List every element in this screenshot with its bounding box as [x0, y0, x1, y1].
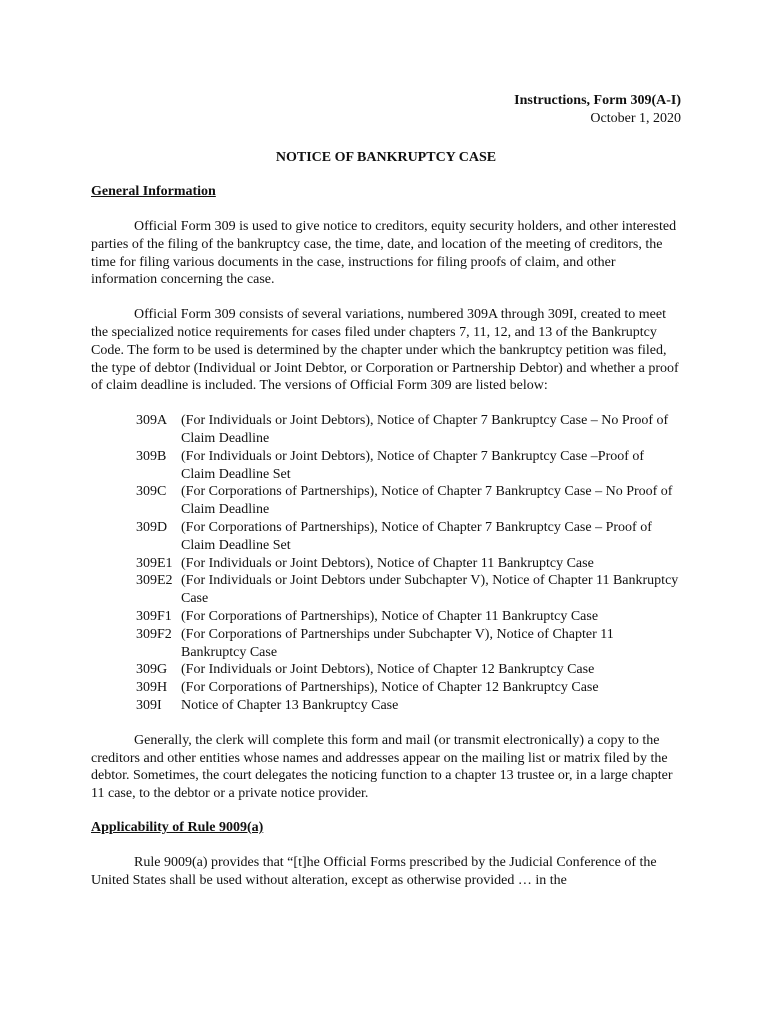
header-title: Instructions, Form 309(A-I): [514, 93, 681, 108]
list-item: [136, 412, 681, 448]
form-code: 309A: [136, 413, 168, 429]
form-code: 309D: [136, 519, 168, 535]
list-item: [136, 483, 681, 519]
list-item: [136, 697, 681, 715]
form-description: (For Individuals or Joint Debtors), Notice of Chapter 12 Bankruptcy Case: [181, 662, 595, 678]
document-page: [91, 92, 681, 890]
form-description: (For Individuals or Joint Debtors), Notice of Chapter 7 Bankruptcy Case – No Proof of Claim Deadline: [181, 413, 669, 446]
list-item: [136, 661, 681, 679]
form-code: 309I: [136, 697, 162, 713]
paragraph-clerk-mailing: Generally, the clerk will complete this form and mail (or transmit electronically) a copy to the creditors and other entities whose names and addresses appear on the mailing list or matrix filed by the debtor. Sometimes, the court delegates the noticing function to a chapter 13 trustee or, in a large chapter 11 case, to the debtor or a private notice provider.: [91, 732, 673, 802]
form-code: 309H: [136, 680, 168, 696]
list-item: [136, 448, 681, 484]
form-description: (For Individuals or Joint Debtors under Subchapter V), Notice of Chapter 11 Bankruptcy Case: [181, 573, 679, 607]
document-title: NOTICE OF BANKRUPTCY CASE: [275, 150, 497, 165]
form-description: Notice of Chapter 13 Bankruptcy Case: [181, 697, 399, 713]
form-description: (For Corporations of Partnerships), Notice of Chapter 12 Bankruptcy Case: [181, 680, 599, 696]
section-heading-rule-9009a: Applicability of Rule 9009(a): [91, 819, 264, 835]
list-item: [136, 608, 681, 626]
form-code: 309E2: [136, 573, 173, 589]
section-heading-general-information: General Information: [91, 184, 216, 199]
form-code: 309F1: [136, 608, 172, 624]
form-code: 309B: [136, 448, 167, 464]
form-code: 309F2: [136, 626, 172, 642]
form-description: (For Corporations of Partnerships under Subchapter V), Notice of Chapter 11 Bankruptcy Case: [181, 626, 614, 660]
form-description: (For Individuals or Joint Debtors), Notice of Chapter 7 Bankruptcy Case –Proof of Claim Deadline Set: [181, 448, 645, 482]
form-description: (For Corporations of Partnerships), Notice of Chapter 7 Bankruptcy Case – No Proof of Claim Deadline: [181, 484, 673, 518]
form-description: (For Corporations of Partnerships), Notice of Chapter 7 Bankruptcy Case – Proof of Claim Deadline Set: [181, 519, 652, 553]
document-header: [91, 92, 681, 128]
list-item: [136, 555, 681, 573]
form-description: (For Corporations of Partnerships), Notice of Chapter 11 Bankruptcy Case: [181, 608, 599, 624]
form-version-list: [136, 412, 681, 715]
list-item: [136, 519, 681, 555]
form-code: 309E1: [136, 555, 173, 571]
list-item: [136, 679, 681, 697]
paragraph-rule-9009a: Rule 9009(a) provides that “[t]he Official Forms prescribed by the Judicial Conference of the United States shall be used without alteration, except as otherwise provided … in the: [91, 854, 657, 888]
paragraph-form-variations: Official Form 309 consists of several variations, numbered 309A through 309I, created to meet the specialized notice requirements for cases filed under chapters 7, 11, 12, and 13 of the Bankruptcy Code. The form to be used is determined by the chapter under which the bankruptcy petition was filed, the type of debtor (Individual or Joint Debtor, or Corporation or Partnership Debtor) and whether a proof of claim deadline is included. The versions of Official Form 309 are listed below:: [91, 307, 679, 394]
list-item: [136, 572, 681, 608]
header-date: October 1, 2020: [590, 111, 681, 126]
form-description: (For Individuals or Joint Debtors), Notice of Chapter 11 Bankruptcy Case: [181, 555, 594, 571]
form-code: 309G: [136, 662, 168, 678]
list-item: [136, 626, 681, 662]
form-code: 309C: [136, 484, 167, 500]
paragraph-form-purpose: Official Form 309 is used to give notice to creditors, equity security holders, and other interested parties of the filing of the bankruptcy case, the time, date, and location of the meeting of creditors, the time for filing various documents in the case, instructions for filing proofs of claim, and other information concerning the case.: [91, 219, 677, 288]
